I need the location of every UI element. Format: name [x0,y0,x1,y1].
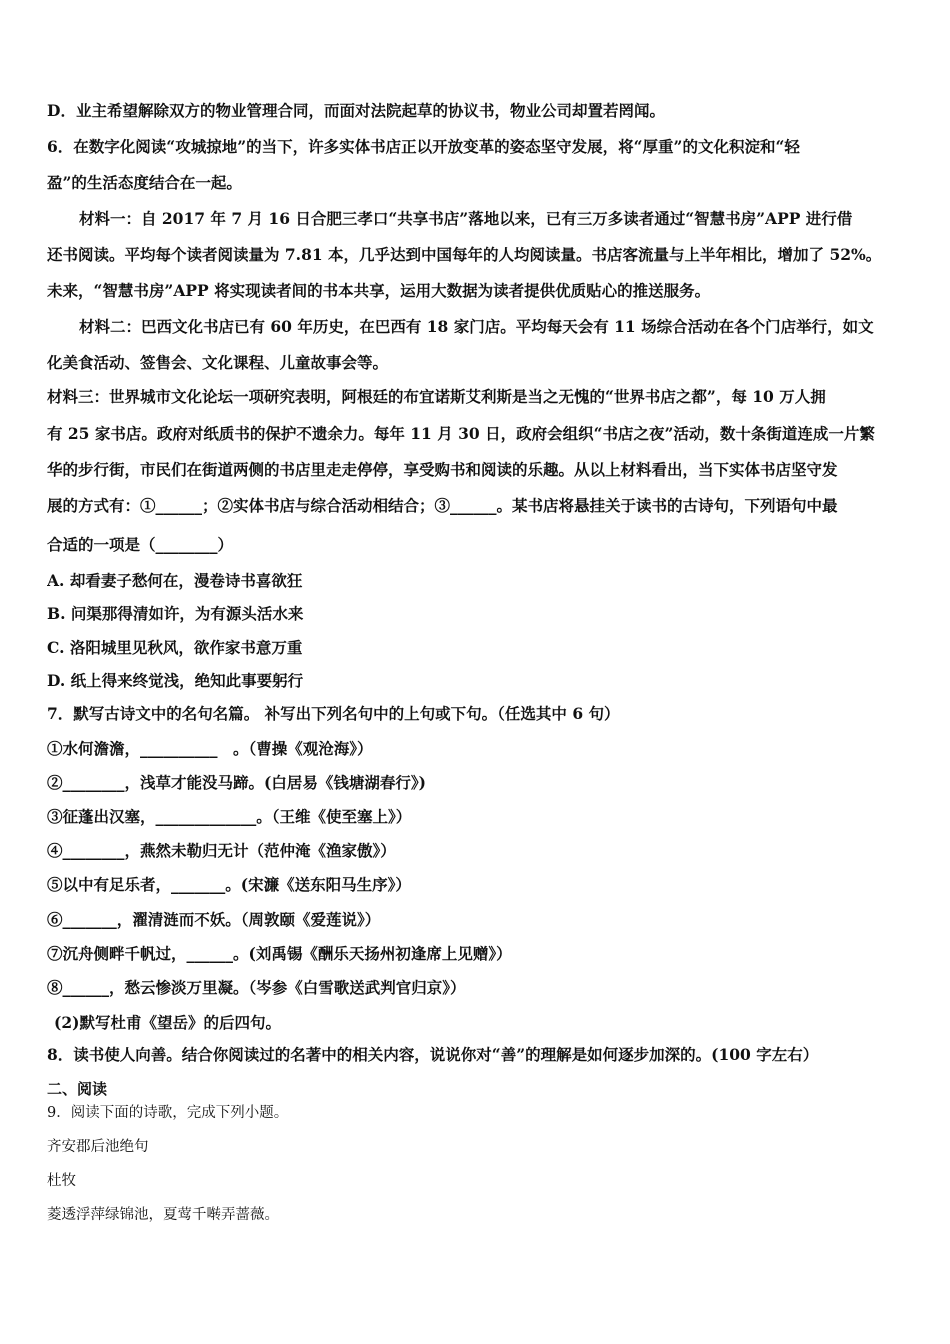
q7-item-2: ②________，浅草才能没马蹄。(白居易《钱塘湖春行》) [47,773,426,792]
q7-item-1: ①水何澹澹，__________ 。（曹操《观沧海》） [47,739,373,758]
q7-item-5: ⑤以中有足乐者，_______。(宋濂《送东阳马生序》） [47,875,411,894]
q8-stem: 8．读书使人向善。结合你阅读过的名著中的相关内容，说说你对“善”的理解是如何逐步加深的。(100 字左右） [47,1045,819,1064]
q6-material-2-line-2: 化美食活动、签售会、文化课程、儿童故事会等。 [47,353,389,372]
section-reading-title: 二、阅读 [47,1080,108,1098]
q6-material-3-line-4: 展的方式有：①______；②实体书店与综合活动相结合；③______。某书店将悬挂关于读书的古诗句，下列语句中最 [47,496,838,515]
q6-material-3-line-5: 合适的一项是（________） [47,535,234,554]
q6-option-b: B. 问渠那得清如许，为有源头活水来 [47,604,304,623]
q7-item-6: ⑥_______，濯清涟而不妖。（周敦颐《爱莲说》） [47,910,381,929]
q7-item-4: ④________，燕然未勒归无计（范仲淹《渔家傲》） [47,841,396,860]
q7-item-3: ③征蓬出汉塞，_____________。（王维《使至塞上》） [47,807,412,826]
q6-material-1-line-1: 材料一：自 2017 年 7 月 16 日合肥三孝口“共享书店”落地以来，已有三万多读者通过“智慧书房”APP 进行借 [79,209,853,228]
q6-material-3-line-3: 华的步行街，市民们在街道两侧的书店里走走停停，享受购书和阅读的乐趣。从以上材料看出，当下实体书店坚守发 [47,460,838,479]
q7-item-8: ⑧______，愁云惨淡万里凝。（岑参《白雪歌送武判官归京》） [47,978,466,997]
q7-stem: 7．默写古诗文中的名句名篇。 补写出下列名句中的上句或下句。（任选其中 6 句） [47,704,620,723]
q7-sub-2: (2)默写杜甫《望岳》的后四句。 [54,1013,281,1032]
q7-item-7: ⑦沉舟侧畔千帆过，______。(刘禹锡《酬乐天扬州初逢席上见赠》） [47,944,512,963]
q6-option-a: A. 却看妻子愁何在，漫卷诗书喜欲狂 [47,571,303,590]
poem-line-1: 菱透浮萍绿锦池，夏莺千啭弄蔷薇。 [47,1207,279,1223]
q6-material-2-line-1: 材料二：巴西文化书店已有 60 年历史，在巴西有 18 家门店。平均每天会有 11 场综合活动在各个门店举行，如文 [79,317,874,336]
q6-material-1-line-3: 未来，“智慧书房”APP 将实现读者间的书本共享，运用大数据为读者提供优质贴心的推送服务。 [47,281,711,300]
q5-option-d: D．业主希望解除双方的物业管理合同，而面对法院起草的协议书，物业公司却置若罔闻。 [47,101,665,120]
q6-material-3-line-1: 材料三：世界城市文化论坛一项研究表明，阿根廷的布宜诺斯艾利斯是当之无愧的“世界书店之都”，每 10 万人拥 [47,387,826,406]
q6-option-d: D. 纸上得来终觉浅，绝知此事要躬行 [47,671,304,690]
q6-stem-line-2: 盈”的生活态度结合在一起。 [47,173,242,192]
q9-stem: 9．阅读下面的诗歌，完成下列小题。 [47,1105,289,1121]
q6-material-3-line-2: 有 25 家书店。政府对纸质书的保护不遗余力。每年 11 月 30 日，政府会组织“书店之夜”活动，数十条街道连成一片繁 [47,424,875,443]
q6-option-c: C. 洛阳城里见秋风，欲作家书意万重 [47,638,303,657]
poem-author: 杜牧 [47,1173,76,1189]
poem-title: 齐安郡后池绝句 [47,1139,149,1155]
q6-stem-line-1: 6．在数字化阅读“攻城掠地”的当下，许多实体书店正以开放变革的姿态坚守发展，将“厚重”的文化积淀和“轻 [47,137,800,156]
q6-material-1-line-2: 还书阅读。平均每个读者阅读量为 7.81 本，几乎达到中国每年的人均阅读量。书店客流量与上半年相比，增加了 52%。 [47,245,882,264]
